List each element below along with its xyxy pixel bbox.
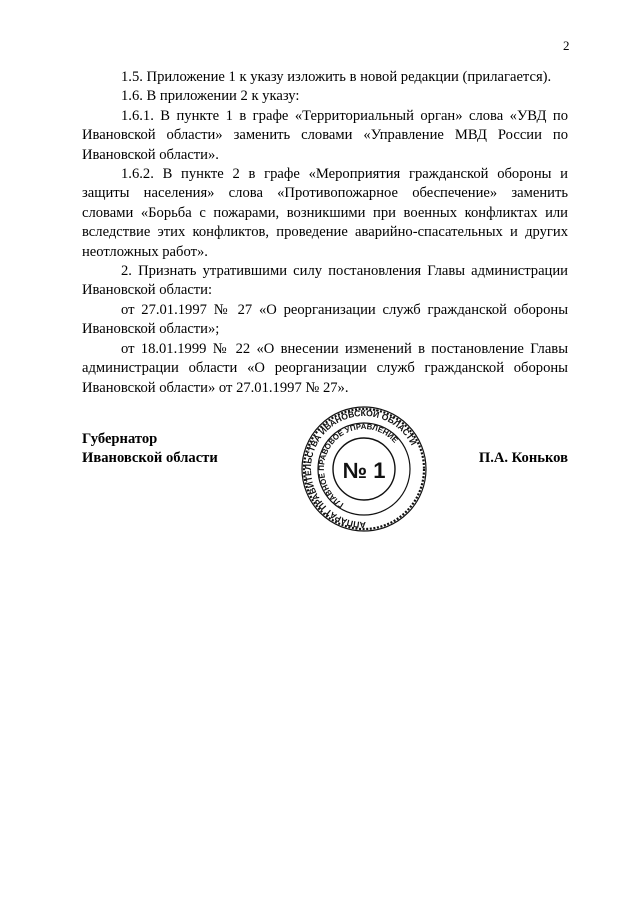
seal-outer-text: АППАРАТ ПРАВИТЕЛЬСТВА ИВАНОВСКОЙ ОБЛАСТИ — [302, 407, 419, 531]
paragraph-1-6-1: 1.6.1. В пункте 1 в графе «Территориальный орган» слова «УВД по Ивановской области» заменить словами «Управление МВД России по Ивановской области». — [82, 107, 568, 163]
paragraph-1-6-2: 1.6.2. В пункте 2 в графе «Мероприятия гражданской обороны и защиты населения» слова «Противопожарное обеспечение» заменить словами «Борьба с пожарами, возникшими при военных конфликтах или вследствие этих конфликтов, проведение аварийно-спасательных и других неотложных работ». — [82, 166, 568, 260]
document-body — [82, 68, 568, 398]
paragraph-1-6: 1.6. В приложении 2 к указу: — [121, 88, 300, 105]
paragraph-2: 2. Признать утратившими силу постановления Главы администрации Ивановской области: — [82, 263, 568, 299]
signatory-title-line1: Губернатор — [82, 431, 158, 447]
signatory-name: П.А. Коньков — [478, 450, 568, 466]
repealed-act-1: от 27.01.1997 № 27 «О реорганизации служб гражданской обороны Ивановской области»; — [82, 301, 568, 338]
signatory-title-line2: Ивановской области — [82, 450, 218, 467]
seal-inner-text: ГЛАВНОЕ ПРАВОВОЕ УПРАВЛЕНИЕ — [316, 421, 400, 510]
seal-icon — [300, 405, 428, 533]
paragraph-1-5: 1.5. Приложение 1 к указу изложить в новой редакции (прилагается). — [121, 69, 552, 85]
official-seal — [300, 405, 428, 533]
signatory-title — [82, 430, 218, 469]
page-number: 2 — [563, 38, 570, 53]
seal-number: № 1 — [342, 458, 386, 483]
repealed-act-2: от 18.01.1999 № 22 «О внесении изменений в постановление Главы администрации области «О реорганизации служб гражданской обороны Ивановской области» от 27.01.1997 № 27». — [82, 340, 568, 396]
